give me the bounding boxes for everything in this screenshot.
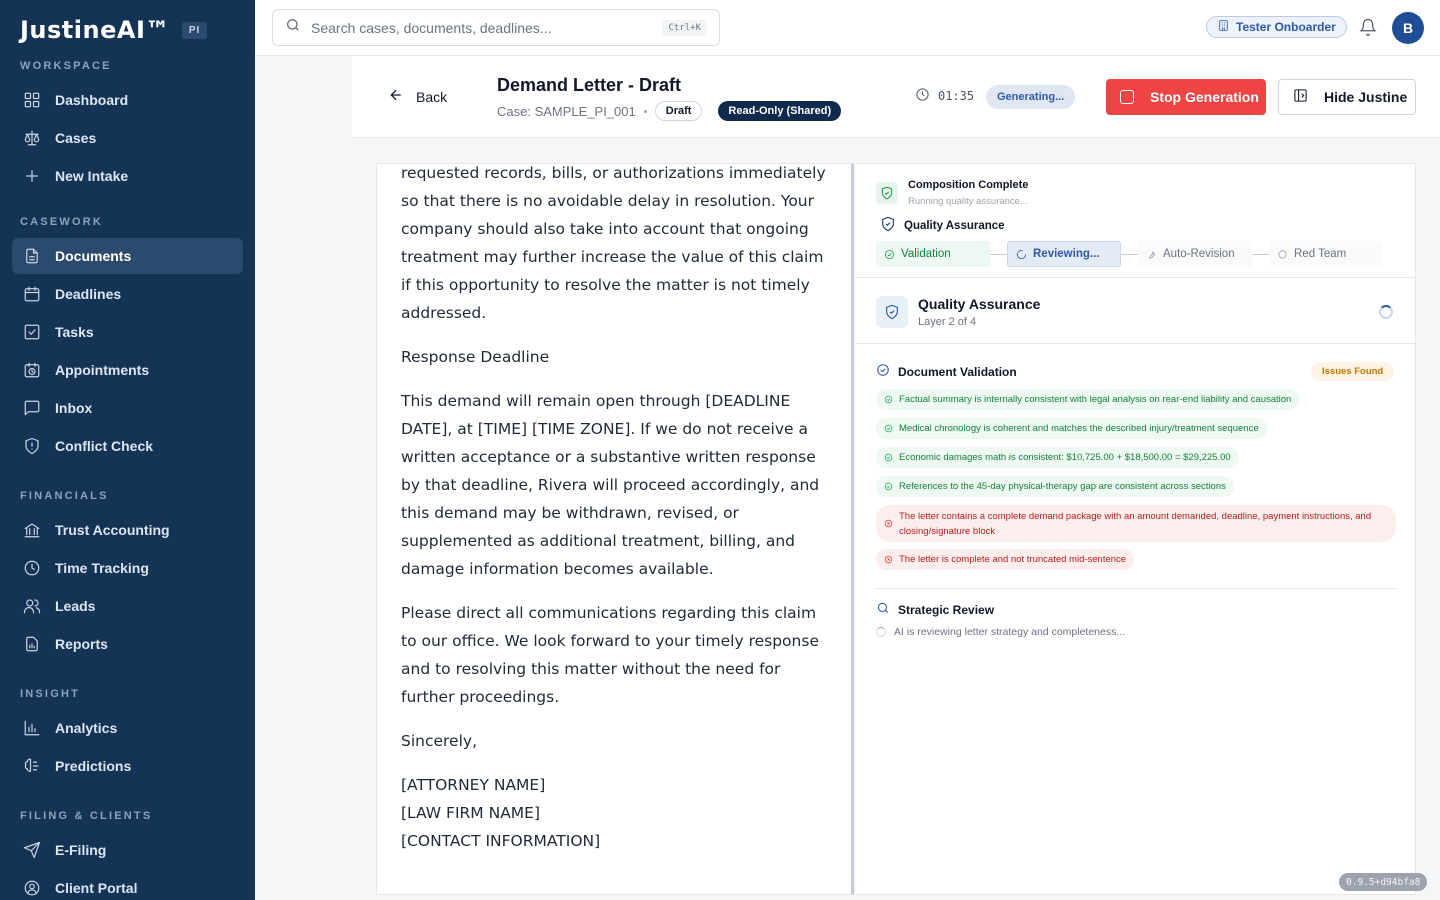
step-auto-revision [1138,241,1252,267]
validation-check-pass [876,447,1239,468]
check-text: The letter is complete and not truncated mid-sentence [899,554,1127,565]
sidebar-item-label: Conflict Check [55,438,154,454]
x-circle-icon [884,555,893,564]
letter-paragraph: Please direct all communications regarding this claim to our office. We look forward to your timely response and to resolving this matter without the need for further proceedings. [401,604,819,706]
brand-logo: JustineAI™ [20,16,170,44]
signature-line: [LAW FIRM NAME] [401,804,541,822]
letter-paragraph: This demand will remain open through [DEADLINE DATE], at [TIME] [TIME ZONE]. If we do not receive a written acceptance or a substantive written response by that deadline, Rivera will proceed accordingly, and this demand may be withdrawn, revised, or supplemented as additional treatment, billing, and damage information becomes available. [401,392,820,578]
step-label: Red Team [1294,248,1347,260]
composition-subtitle: Running quality assurance... [908,196,1028,207]
section-title-workspace: WORKSPACE [20,60,112,72]
sidebar-item-client-portal[interactable] [12,870,243,900]
brand-badge: PI [182,22,207,39]
sidebar-item-dashboard[interactable] [12,82,243,118]
user-circle-icon [23,879,41,897]
brand[interactable] [20,14,243,46]
sidebar-item-conflict-check[interactable] [12,428,243,464]
clock-icon [915,87,930,105]
step-connector [1252,254,1269,255]
user-org-label: Tester Onboarder [1236,20,1336,34]
readonly-badge: Read-Only (Shared) [718,101,841,121]
strategic-title: Strategic Review [898,602,995,617]
document-icon [23,247,41,265]
letter-heading: Response Deadline [401,348,550,366]
version-badge: 0.9.5+d94bfa8 [1339,873,1427,891]
validation-check-pass [876,389,1299,410]
validation-check-pass [876,476,1234,497]
layer-subtitle: Layer 2 of 4 [918,316,977,328]
user-org-pill[interactable] [1206,16,1347,38]
arrow-left-icon [388,87,404,106]
sidebar-item-analytics[interactable] [12,710,243,746]
sidebar-item-e-filing[interactable] [12,832,243,868]
checkbox-icon [23,323,41,341]
send-icon [23,841,41,859]
sidebar-item-deadlines[interactable] [12,276,243,312]
clock-icon [23,559,41,577]
step-label: Reviewing... [1033,248,1100,260]
sidebar-item-label: Appointments [55,362,150,378]
x-circle-icon [884,519,893,528]
signature-line: [ATTORNEY NAME] [401,776,546,794]
sidebar-item-label: Dashboard [55,92,129,108]
qa-steps [876,241,1383,267]
status-badge: Generating... [986,85,1075,109]
check-circle-icon [884,424,893,433]
document-header [352,56,1440,138]
validation-header [876,363,1017,380]
plus-icon [23,167,41,185]
step-reviewing [1007,241,1121,267]
strategic-subtitle: AI is reviewing letter strategy and completeness... [894,626,1126,638]
search-icon [876,601,890,618]
stop-label: Stop Generation [1150,89,1259,105]
shield-check-icon [880,216,896,235]
validation-title: Document Validation [898,364,1017,379]
check-text: References to the 45-day physical-therapy gap are consistent across sections [899,481,1226,492]
validation-check-pass [876,418,1267,439]
check-circle-icon [884,249,895,260]
sidebar-item-label: Trust Accounting [55,522,170,538]
loading-spinner-icon [1379,305,1393,319]
step-label: Validation [901,248,951,260]
qa-progress [856,164,1415,278]
sidebar-item-label: Documents [55,248,132,264]
bank-icon [23,521,41,539]
scale-icon [23,129,41,147]
check-text: Factual summary is internally consistent with legal analysis on rear-end liability and causation [899,394,1292,405]
avatar[interactable]: B [1392,12,1424,44]
check-circle-icon [876,363,890,380]
sidebar-item-label: Reports [55,636,108,652]
sidebar-item-label: New Intake [55,168,129,184]
step-validation [876,241,990,267]
report-icon [23,635,41,653]
draft-badge: Draft [655,101,703,121]
shield-check-icon [876,182,898,204]
qa-section-text: Quality Assurance [904,219,1005,232]
calendar-clock-icon [23,361,41,379]
shield-alert-icon [23,437,41,455]
letter-editor[interactable] [376,163,854,895]
timer-value: 01:35 [938,89,975,103]
stop-icon [1120,90,1134,104]
step-connector [1121,254,1138,255]
sidebar-item-inbox[interactable] [12,390,243,426]
step-connector [990,254,1007,255]
layer-title: Quality Assurance [918,296,1041,312]
letter-body [401,163,831,855]
validation-check-fail [876,549,1134,570]
letter-closing: Sincerely, [401,732,478,750]
signature-line: [CONTACT INFORMATION] [401,832,601,850]
qa-panel [856,163,1416,895]
strategic-status [876,626,1125,638]
bar-chart-icon [23,719,41,737]
circle-icon [1277,249,1288,260]
section-title-financials: FINANCIALS [20,490,109,502]
validation-check-fail [876,505,1396,542]
check-circle-icon [884,395,893,404]
section-title-filing-clients: FILING & CLIENTS [20,810,153,822]
sidebar-item-label: E-Filing [55,842,107,858]
sidebar-item-new-intake[interactable] [12,158,243,194]
sidebar-item-label: Cases [55,130,97,146]
stop-generation-button[interactable] [1106,79,1266,115]
letter-paragraph: requested records, bills, or authorizations immediately so that there is no avoidable delay in resolution. Your company should also take into account that ongoing treatment may further increase the value of this claim if this opportunity to resolve the matter is not timely addressed. [401,164,826,322]
search-icon [285,17,301,38]
composition-title: Composition Complete [908,179,1029,191]
sidebar-item-appointments[interactable] [12,352,243,388]
hide-justine-button[interactable] [1278,79,1416,115]
topbar [255,0,1440,56]
step-red-team [1269,241,1383,267]
search-placeholder: Search cases, documents, deadlines... [311,19,552,36]
sidebar-item-cases[interactable] [12,120,243,156]
signature-block [401,771,831,855]
case-label: Case: SAMPLE_PI_001 [497,103,636,119]
calendar-icon [23,285,41,303]
check-text: Economic damages math is consistent: $10,725.00 + $18,500.00 = $29,225.00 [899,452,1231,463]
check-text: The letter contains a complete demand package with an amount demanded, deadline, payment instructions, and closing/signature block [899,510,1372,537]
sidebar-item-label: Deadlines [55,286,122,302]
sidebar-item-label: Client Portal [55,880,138,896]
case-line [497,101,841,121]
sidebar-item-label: Analytics [55,720,118,736]
hide-label: Hide Justine [1324,89,1408,105]
grid-icon [23,91,41,109]
sidebar [0,0,255,900]
sidebar-item-label: Time Tracking [55,560,149,576]
sidebar-item-label: Leads [55,598,96,614]
sidebar-item-label: Inbox [55,400,93,416]
wrench-icon [1146,249,1157,260]
loading-spinner-icon [876,627,886,637]
check-circle-icon [884,453,893,462]
check-text: Medical chronology is coherent and matches the described injury/treatment sequence [899,423,1259,434]
sidebar-item-time-tracking[interactable] [12,550,243,586]
sidebar-item-trust-accounting[interactable] [12,512,243,548]
users-icon [23,597,41,615]
building-icon [1217,19,1230,35]
shield-check-icon [876,296,908,328]
sidebar-item-label: Predictions [55,758,132,774]
message-icon [23,399,41,417]
sidebar-item-leads[interactable] [12,588,243,624]
bell-icon[interactable] [1359,18,1377,36]
sidebar-item-predictions[interactable] [12,748,243,784]
strategic-review-header [876,601,994,618]
sidebar-item-documents[interactable] [12,238,243,274]
issues-badge: Issues Found [1311,362,1394,381]
check-circle-icon [884,482,893,491]
qa-section-label [880,216,1005,235]
sidebar-item-reports[interactable] [12,626,243,662]
section-title-insight: INSIGHT [20,688,81,700]
back-button[interactable] [388,87,447,106]
loader-icon [1016,249,1027,260]
panel-toggle-icon [1293,88,1308,106]
section-title-casework: CASEWORK [20,216,103,228]
page-title: Demand Letter - Draft [497,75,682,95]
qa-layer-card [856,278,1415,344]
step-label: Auto-Revision [1163,248,1235,260]
brain-icon [23,757,41,775]
shortcut-hint: Ctrl+K [662,20,707,36]
elapsed-timer [915,87,974,105]
sidebar-item-tasks[interactable] [12,314,243,350]
back-label: Back [416,88,448,105]
divider [876,588,1396,589]
sidebar-item-label: Tasks [55,324,94,340]
search-input[interactable] [272,9,720,46]
separator-dot [644,110,647,113]
